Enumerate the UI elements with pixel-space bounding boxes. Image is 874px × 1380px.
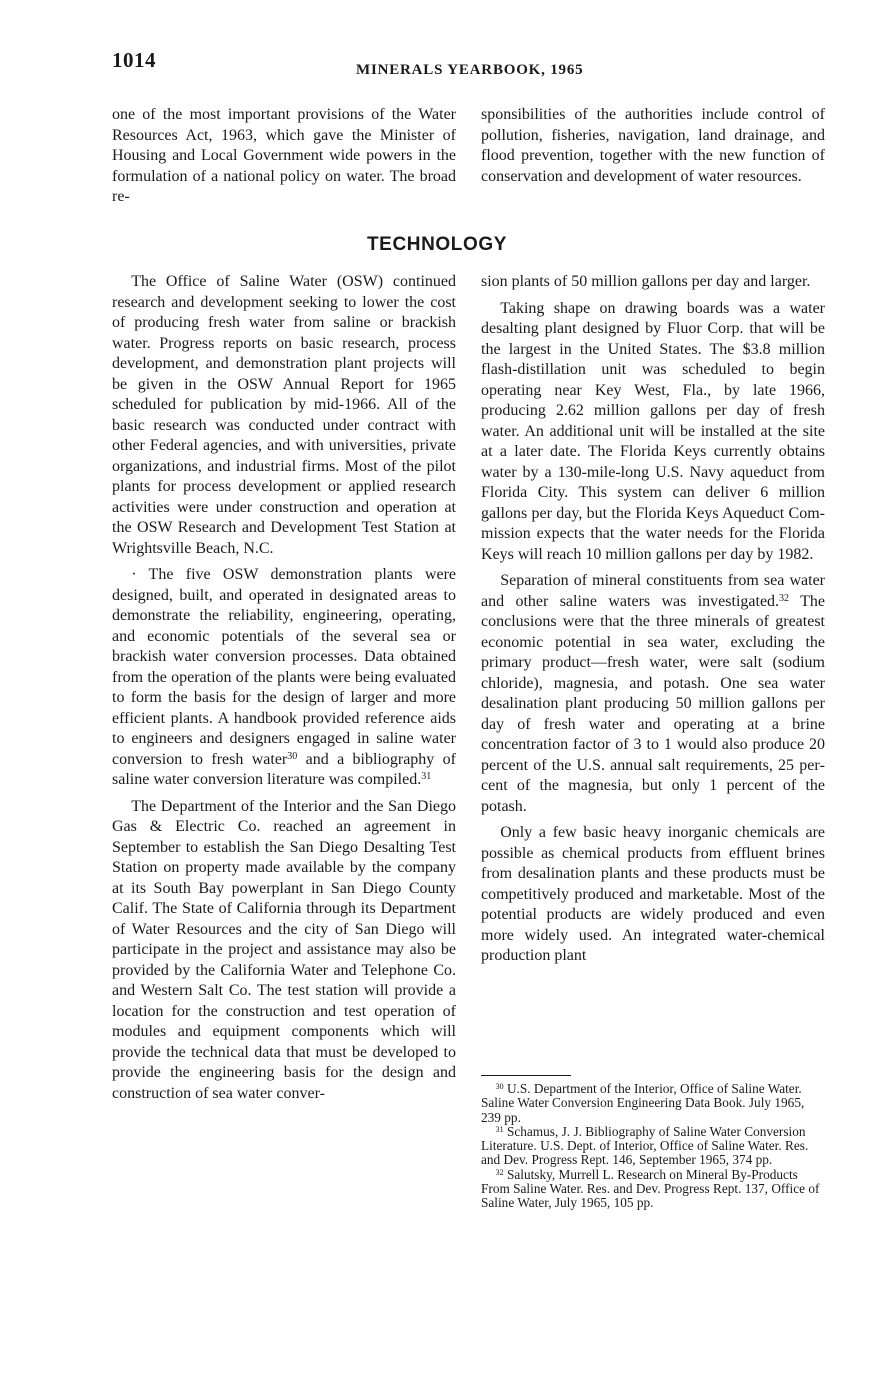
paragraph-text: Separation of mineral constituents from sea water and other saline waters was investigated. [481,572,825,610]
footnote-text: Salutsky, Murrell L. Research on Mineral By-Products From Saline Water. Res. and Dev. Progress Rept. 137, Office of Saline Water, July 1965, 105 pp. [481,1166,820,1211]
footnote-30 [481,1082,825,1125]
paragraph-mineral-separation [481,571,825,817]
intro-right-paragraph: sponsibilities of the authorities include control of pollution, fisheries, navigation, land drainage, and flood prevention, together with the new function of conservation and development of water resources. [481,106,825,185]
paragraph-text: and a bibliography of saline water conversion literature was compiled. [112,750,456,788]
footnote-divider [481,1075,571,1076]
footnote-31 [481,1125,825,1168]
page-number: 1014 [112,48,156,72]
intro-left-column [112,105,456,208]
section-heading: TECHNOLOGY [366,234,508,255]
footnote-ref-32[interactable]: 32 [779,592,790,604]
paragraph-text: · The five OSW demonstration plants were designed, built, and operated in designated areas to demonstrate the reliability, engineering, operating, and economic potentials of the several sea or brackish water conversion processes. Data obtained from the operation of the plants were being evaluated to form the basis for the design of larger and more efficient plants. A handbook provided reference aids to engineers and designers engaged in saline water conversion to fresh water [112,566,456,768]
paragraph-demonstration-plants [112,565,456,791]
body-right-column [481,272,825,967]
footnote-ref-30[interactable]: 30 [287,750,298,762]
paragraph-fluor-plant: Taking shape on drawing boards was a water desalting plant designed by Fluor Corp. that will be the largest in the United States. The $3.8 million flash-distillation unit was scheduled to begin operating near Key West, Fla., by late 1966, producing 2.62 million gallons per day of fresh water. An additional unit will be installed at the site at a later date. The Florida Keys currently obtains water by a 130-mile-long U.S. Navy aqueduct from Florida City. This system can deliver 6 million gallons per day, but the Florida Keys Aqueduct Commission expects that the water needs for the Florida Keys will reach 10 million gallons per day by 1982. [481,299,825,563]
footnote-32 [481,1168,825,1211]
footnote-number: 30 [495,1082,504,1091]
intro-right-column [481,105,825,187]
footnote-text: Schamus, J. J. Bibliography of Saline Water Conversion Literature. U.S. Dept. of Interior, Office of Saline Water. Res. and Dev. Progress Rept. 146, September 1965, 374 pp. [481,1123,809,1168]
footnote-number: 32 [495,1167,504,1177]
footnotes [481,1082,825,1211]
paragraph-san-diego-station: The Department of the Interior and the San Diego Gas & Electric Co. reached an agreement in September to establish the San Diego Desalting Test Station on property made available by the company at its South Bay powerplant in San Diego County Calif. The State of California through its Department of Water Resources and the city of San Diego will participate in the project and assistance may also be provided by the California Water and Telephone Co. and Western Salt Co. The test station will provide a location for the construction and test operation of modules and equipment components which will provide the technical data that must be developed to provide the engineering basis for the design and construction of sea water conver- [112,797,456,1102]
footnote-ref-31[interactable]: 31 [421,771,432,782]
body-left-column [112,272,456,1104]
running-head: MINERALS YEARBOOK, 1965 [356,62,584,78]
paragraph-inorganic-chemicals: Only a few basic heavy inorganic chemicals are possible as chemical products from effluent brines from desalination plants and these products must be competitively produced and marketable. Most of the potential products are widely produced and even more widely used. An integrated water-chemical production plant [481,824,825,964]
paragraph-continued: sion plants of 50 million gallons per day and larger. [481,273,811,290]
footnote-text: U.S. Department of the Interior, Office of Saline Water. Saline Water Conversion Engineering Data Book. July 1965, 239 pp. [481,1081,805,1125]
intro-left-paragraph: one of the most important provisions of the Water Resources Act, 1963, which gave the Minister of Housing and Local Government wide powers in the formulation of a national policy on water. The broad re- [112,106,456,205]
paragraph-osw-research: The Office of Saline Water (OSW) continued research and development seeking to lower the cost of producing fresh water from saline or brackish water. Progress reports on basic research, process development, and demonstration plant projects will be given in the OSW Annual Report for 1965 scheduled for publication by mid-1966. All of the basic research was conducted under contract with other Federal agencies, and with universities, private organizations, and industrial firms. Most of the pilot plants for process development or applied research activities were under construction and operation at the OSW Research and Development Test Station at Wrightsville Beach, N.C. [112,273,456,557]
footnote-number: 31 [495,1124,504,1134]
paragraph-text: The conclusions were that the three minerals of greatest economic potential in sea water, excluding the primary product—fresh water, were salt (sodium chloride), magnesia, and potash. One sea water desalination plant producing 50 million gallons per day of fresh water and operating at a brine concentration factor of 3 to 1 would also produce 20 percent of the U.S. annual salt requirements, 25 percent of the magnesia, but only 1 percent of the potash. [481,592,825,815]
